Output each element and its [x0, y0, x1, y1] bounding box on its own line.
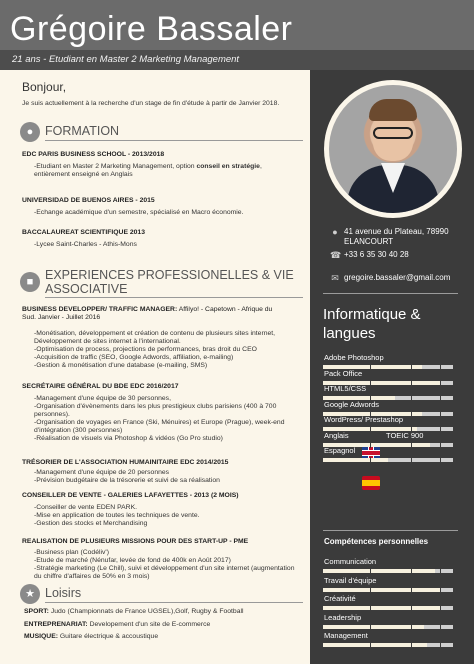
- competence-bar: [323, 588, 453, 592]
- competence-label: Créativité: [324, 594, 356, 603]
- loisirs-title: Loisirs: [45, 586, 82, 600]
- formation-title: FORMATION: [45, 124, 120, 138]
- experience-desc-3: -Conseiller de vente EDEN PARK. -Mise en application de toutes les techniques de vente. -Gestion des stocks et Merchandising: [34, 504, 200, 527]
- experiences-header: [20, 268, 310, 298]
- loisir-entreprenariat: ENTREPRENARIAT: Developement d'un site de E-commerce: [24, 621, 211, 628]
- formation-desc-0: -Etudiant en Master 2 Marketing Management, option conseil en stratégie, entièrement enseigné en Anglais: [34, 163, 264, 178]
- address-line-1: 41 avenue du Plateau, 78990: [344, 227, 449, 236]
- formation-title-0: EDC PARIS BUSINESS SCHOOL - 2013/2018: [22, 151, 165, 158]
- formation-desc-2: -Lycee Saint-Charles - Athis-Mons: [34, 241, 137, 248]
- experience-title-1: SECRÉTAIRE GÉNÉRAL DU BDE EDC 2016/2017: [22, 383, 179, 390]
- experience-desc-1: -Management d'une équipe de 30 personnes, -Organisation d'évènements dans les plus prestigieux clubs parisiens (400 à 700 personnes). -Organisation de voyages en France (Ski, Ménuires) et Europe (Prague), week-end d'intégration (300 personnes) -Réalisation de visuels via Photoshop & vidéos (Go Pro studio): [34, 395, 287, 442]
- competence-label: Management: [324, 631, 368, 640]
- competence-bar-fill: [323, 588, 440, 592]
- candidate-name: Grégoire Bassaler: [10, 10, 293, 48]
- intro-text: Je suis actuellement à la recherche d'un stage de fin d'étude à partir de Janvier 2018.: [22, 100, 280, 107]
- candidate-subtitle: 21 ans - Etudiant en Master 2 Marketing Management: [12, 54, 240, 65]
- competence-bar: [323, 643, 453, 647]
- skill-label: HTML5/CSS: [324, 384, 367, 393]
- spain-flag-icon: [362, 476, 380, 490]
- briefcase-icon: ■: [20, 272, 40, 292]
- address-line-2: ELANCOURT: [344, 237, 394, 246]
- sidebar-divider: [323, 293, 458, 294]
- competence-bar: [323, 606, 453, 610]
- experience-title-3: CONSEILLER DE VENTE - GALERIES LAFAYETTES - 2013 (2 MOIS): [22, 492, 239, 499]
- experience-title-0: BUSINESS DEVELOPPER/ TRAFFIC MANAGER: Affilyo! - Capetown - Afrique du Sud. Janvier - Juillet 2016: [22, 306, 273, 321]
- formation-title-1: UNIVERSIDAD DE BUENOS AIRES - 2015: [22, 197, 155, 204]
- competence-bar-fill: [323, 625, 424, 629]
- lightbulb-icon: ●: [20, 122, 40, 142]
- envelope-icon: ✉: [331, 273, 339, 283]
- competences-title: Compétences personnelles: [324, 537, 429, 546]
- header: [0, 0, 474, 70]
- competence-label: Communication: [324, 557, 377, 566]
- skill-label: Anglais: [324, 430, 349, 440]
- formation-title-2: BACCALAUREAT SCIENTIFIQUE 2013: [22, 229, 145, 236]
- skill-label: Espagnol: [324, 446, 356, 455]
- formation-desc-1: -Echange académique d'un semestre, spécialisé en Macro économie.: [34, 209, 244, 216]
- experience-title-2: TRÉSORIER DE L'ASSOCIATION HUMAINITAIRE EDC 2014/2015: [22, 459, 229, 466]
- phone-icon: ☎: [330, 250, 342, 260]
- profile-photo: [329, 85, 457, 213]
- experience-desc-4: -Business plan (Codéliv') -Etude de marché (Nénufar, levée de fond de 400k en Août 2017) -Stratégie marketing (Le Chill), suivi et développement d'un site internet (augmentation du chiffre d'affaires de 50% en 3 mois): [34, 549, 297, 580]
- skill-label: WordPress/ Prestashop: [324, 415, 404, 424]
- experience-desc-0: -Monétisation, développement et création de contenu de plusieurs sites internet, Développement de sites internet à l'international. -Optimisation de process, projections de performances, bras droit du CEO -Acquisition de traffic (SEO, Google Adwords, affiliation, e-mailing) -Gestion & monétisation d'une database (e-mailing, SMS): [34, 330, 277, 369]
- skill-bar: [323, 458, 453, 462]
- skill-label: Pack Office: [324, 368, 363, 378]
- skill-label: Google Adwords: [324, 399, 380, 409]
- sidebar-divider: [323, 530, 458, 531]
- loisir-sport: SPORT: Judo (Championnats de France UGSEL),Golf, Rugby & Football: [24, 608, 244, 615]
- loisirs-header: [20, 584, 310, 606]
- formation-header: [20, 122, 310, 144]
- section-divider: [45, 140, 303, 141]
- experience-desc-2: -Management d'une équipe de 20 personnes -Prévision budgétaire de la trésorerie et suivi de sa réalisation: [34, 469, 220, 484]
- star-icon: ★: [20, 584, 40, 604]
- skill-label: Adobe Photoshop: [324, 353, 384, 362]
- greeting: Bonjour,: [22, 80, 67, 94]
- competence-bar-fill: [323, 569, 435, 573]
- competence-label: Travail d'équipe: [324, 575, 377, 585]
- skill-bar-fill: [323, 458, 388, 462]
- section-divider: [45, 602, 303, 603]
- skill-extra: TOEIC 900: [386, 430, 424, 440]
- competence-label: Leadership: [324, 612, 362, 622]
- map-pin-icon: ●: [332, 227, 338, 237]
- loisir-musique: MUSIQUE: Guitare électrique & accoustique: [24, 633, 159, 640]
- phone-number: +33 6 35 30 40 28: [344, 250, 409, 259]
- section-divider: [45, 297, 303, 298]
- experiences-title: EXPERIENCES PROFESSIONELLES & VIE ASSOCIATIVE: [45, 268, 294, 296]
- competence-bar: [323, 625, 453, 629]
- competence-bar: [323, 569, 453, 573]
- email-address[interactable]: gregoire.bassaler@gmail.com: [344, 273, 451, 282]
- experience-title-4: REALISATION DE PLUSIEURS MISSIONS POUR DES START-UP - PME: [22, 538, 249, 545]
- skills-title: Informatique & langues: [323, 306, 421, 342]
- competence-bar-fill: [323, 606, 440, 610]
